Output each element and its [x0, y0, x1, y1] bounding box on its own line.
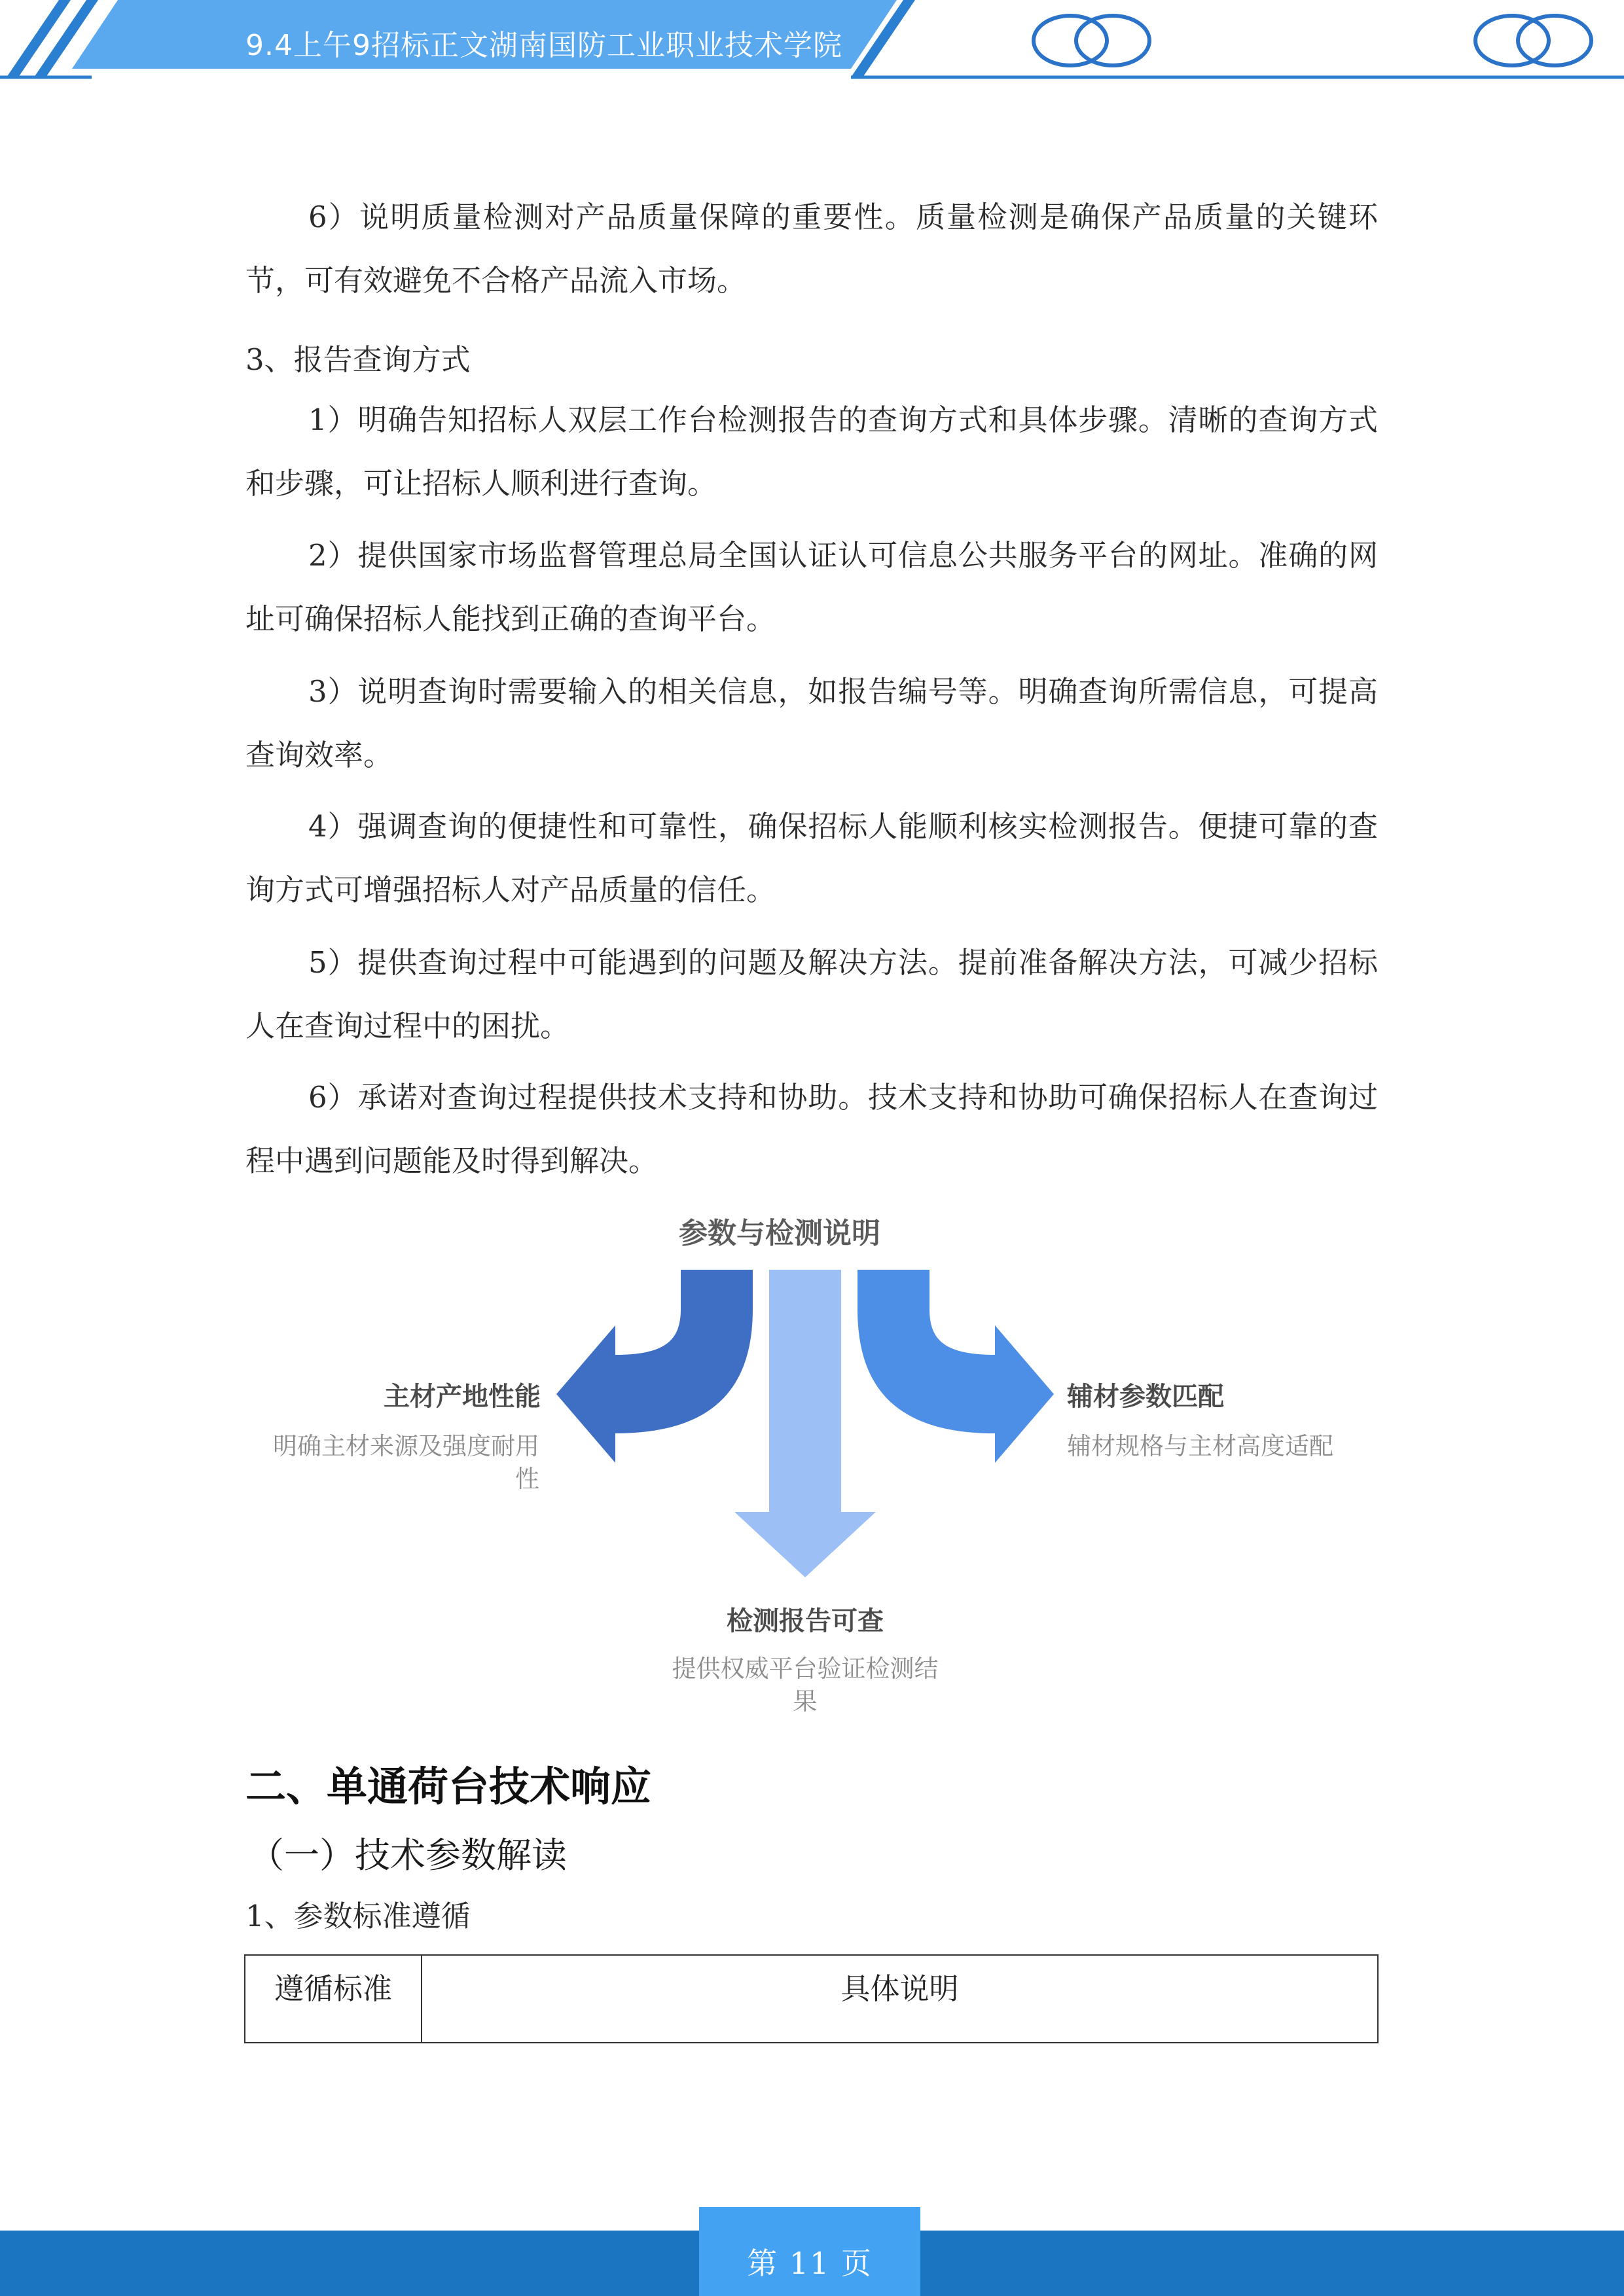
- page-number: 第 11 页: [747, 2246, 873, 2281]
- diagram-left-heading: 主材产地性能: [384, 1382, 541, 1412]
- list-item: 5）提供查询过程中可能遇到的问题及解决方法。提前准备解决方法，可减少招标人在查询过程中的困扰。: [245, 945, 1378, 1043]
- parameter-inspection-diagram: [249, 1198, 1388, 1728]
- left-arrow-icon: [556, 1270, 753, 1463]
- down-arrow-icon: [734, 1270, 876, 1577]
- table-row: [245, 1955, 1378, 2043]
- diagram-title: 参数与检测说明: [679, 1217, 880, 1250]
- list-item: 1）明确告知招标人双层工作台检测报告的查询方式和具体步骤。清晰的查询方式和步骤，可让招标人顺利进行查询。: [245, 403, 1378, 501]
- rings-icon-right: [1475, 16, 1591, 65]
- table-header-cell: 具体说明: [422, 1955, 1378, 2043]
- diagram-bottom-desc: 提供权威平台验证检测结果: [672, 1655, 939, 1715]
- paragraph-quality-importance: 6）说明质量检测对产品质量保障的重要性。质量检测是确保产品质量的关键环节，可有效避免不合格产品流入市场。: [245, 200, 1378, 298]
- right-arrow-icon: [857, 1270, 1054, 1463]
- rings-icon: [1034, 16, 1149, 65]
- diagram-left-desc: 明确主材来源及强度耐用性: [273, 1432, 539, 1493]
- item-title-standards: 1、参数标准遵循: [245, 1899, 471, 1933]
- diagram-right-heading: 辅材参数匹配: [1067, 1382, 1224, 1412]
- list-item: 4）强调查询的便捷性和可靠性，确保招标人能顺利核实检测报告。便捷可靠的查询方式可增强招标人对产品质量的信任。: [245, 809, 1378, 907]
- section-heading: 二、单通荷台技术响应: [245, 1763, 652, 1810]
- list-item: 6）承诺对查询过程提供技术支持和协助。技术支持和协助可确保招标人在查询过程中遇到问题能及时得到解决。: [245, 1080, 1378, 1178]
- header-title: 9.4上午9招标正文湖南国防工业职业技术学院: [245, 29, 842, 62]
- list-item: 3）说明查询时需要输入的相关信息，如报告编号等。明确查询所需信息，可提高查询效率。: [245, 674, 1378, 772]
- subsection-title-report-query: 3、报告查询方式: [245, 342, 471, 377]
- diagram-bottom-heading: 检测报告可查: [727, 1606, 884, 1636]
- standards-table: [244, 1954, 1379, 2043]
- subsection-heading: （一）技术参数解读: [249, 1835, 567, 1876]
- diagram-right-desc: 辅材规格与主材高度适配: [1067, 1432, 1333, 1460]
- table-header-cell: 遵循标准: [245, 1955, 422, 2043]
- page-header: [0, 0, 1624, 85]
- list-item: 2）提供国家市场监督管理总局全国认证认可信息公共服务平台的网址。准确的网址可确保招标人能找到正确的查询平台。: [245, 538, 1378, 636]
